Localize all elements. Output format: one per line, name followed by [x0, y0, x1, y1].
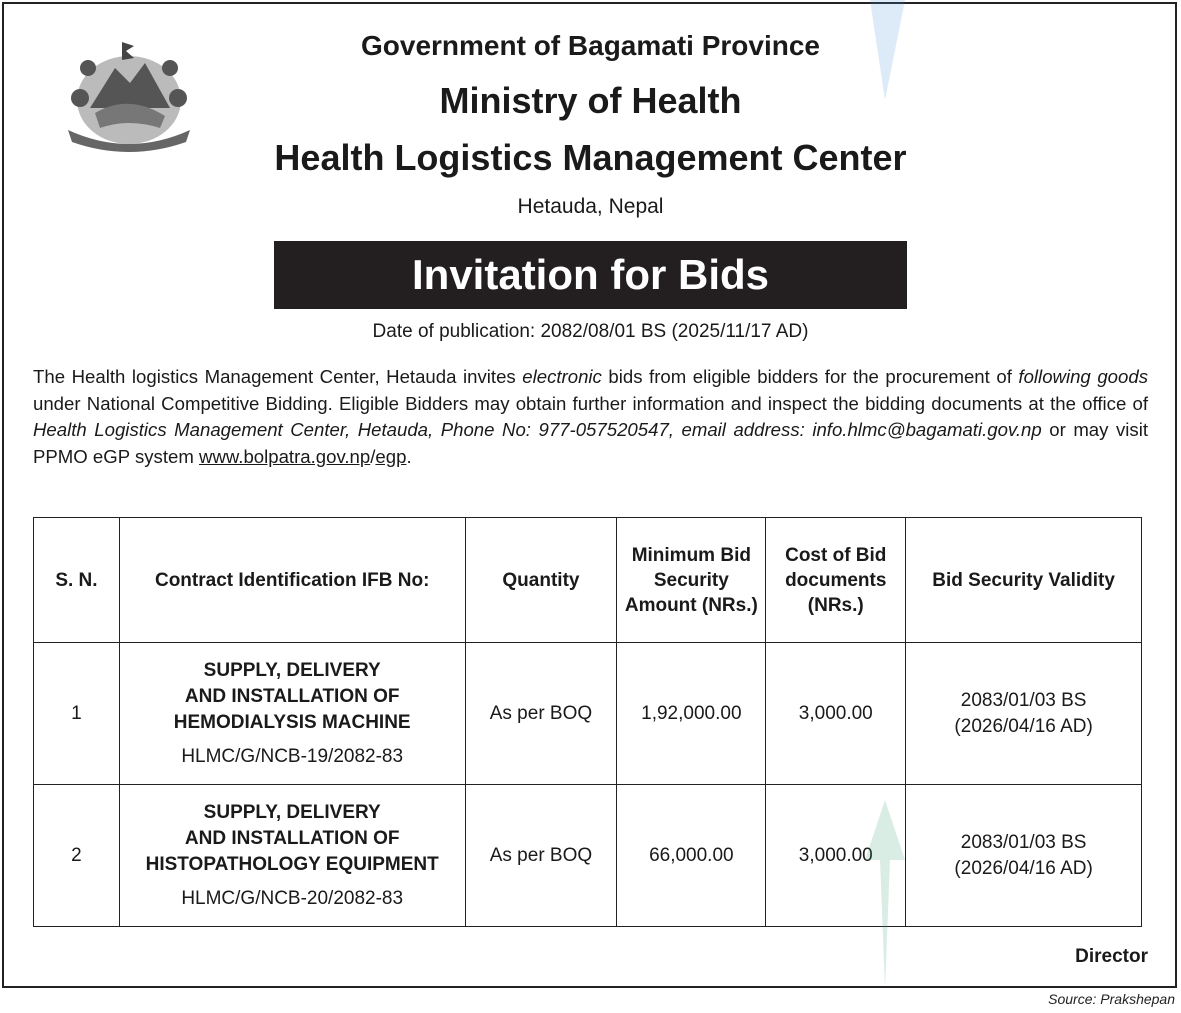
text: . — [406, 446, 412, 468]
text: The Health logistics Management Center, Hetauda invites — [33, 366, 523, 387]
location: Hetauda, Nepal — [517, 195, 664, 218]
sn: 2 — [34, 785, 120, 927]
header-contract: Contract Identification IFB No: — [119, 518, 465, 643]
quantity: As per BOQ — [465, 785, 617, 927]
text: or may visit PPMO eGP system — [33, 419, 1148, 468]
header-quantity: Quantity — [465, 518, 617, 643]
ministry-title: Ministry of Health — [439, 80, 742, 121]
contact-info: Health Logistics Management Center, Hetauda, Phone No: 977-057520547, email address: info.hlmc@bagamati.gov.np — [33, 419, 1042, 441]
center-title: Health Logistics Management Center — [274, 137, 907, 178]
table-row — [34, 643, 1142, 785]
contract-title: AND INSTALLATION OF — [184, 685, 400, 707]
notice-banner: Invitation for Bids — [274, 241, 907, 309]
validity — [906, 643, 1142, 785]
sn: 1 — [34, 643, 120, 785]
contract-title: SUPPLY, DELIVERY — [203, 659, 381, 681]
text: following goods — [1018, 366, 1148, 387]
bids-table — [33, 517, 1142, 927]
header-cost: Cost of Bid documents (NRs.) — [766, 518, 906, 643]
contract-cell — [119, 785, 465, 927]
text: under National Competitive Bidding. Eligible Bidders may obtain further information and inspect the bidding documents at the office of — [33, 392, 1148, 414]
validity — [906, 785, 1142, 927]
government-title: Government of Bagamati Province — [360, 30, 820, 61]
validity-ad: (2026/04/16 AD) — [954, 715, 1093, 737]
notice-paragraph — [33, 364, 1148, 471]
signature-director: Director — [1075, 946, 1148, 967]
document-cost: 3,000.00 — [766, 643, 906, 785]
ifb-number: HLMC/G/NCB-20/2082-83 — [181, 887, 404, 909]
header-validity: Bid Security Validity — [906, 518, 1142, 643]
bolpatra-link[interactable]: www.bolpatra.gov.np — [199, 446, 371, 468]
table-header-row — [34, 518, 1142, 643]
contract-title: HEMODIALYSIS MACHINE — [173, 711, 411, 733]
text: electronic — [522, 366, 602, 387]
security-amount: 1,92,000.00 — [617, 643, 766, 785]
document-cost: 3,000.00 — [766, 785, 906, 927]
validity-ad: (2026/04/16 AD) — [954, 857, 1093, 879]
validity-bs: 2083/01/03 BS — [960, 689, 1087, 711]
contract-title: SUPPLY, DELIVERY — [203, 801, 381, 823]
ifb-number: HLMC/G/NCB-19/2082-83 — [181, 745, 404, 767]
quantity: As per BOQ — [465, 643, 617, 785]
egp-link[interactable]: egp — [375, 446, 407, 468]
text: / — [370, 446, 376, 468]
contract-title: AND INSTALLATION OF — [184, 827, 400, 849]
contract-cell — [119, 643, 465, 785]
header-sn: S. N. — [34, 518, 120, 643]
header-security: Minimum Bid Security Amount (NRs.) — [617, 518, 766, 643]
validity-bs: 2083/01/03 BS — [960, 831, 1087, 853]
contract-title: HISTOPATHOLOGY EQUIPMENT — [145, 853, 439, 875]
publication-date: Date of publication: 2082/08/01 BS (2025/11/17 AD) — [372, 321, 809, 342]
text: bids from eligible bidders for the procurement of — [601, 366, 1019, 387]
security-amount: 66,000.00 — [617, 785, 766, 927]
source-credit: Source: Prakshepan — [1048, 991, 1175, 1007]
table-row — [34, 785, 1142, 927]
